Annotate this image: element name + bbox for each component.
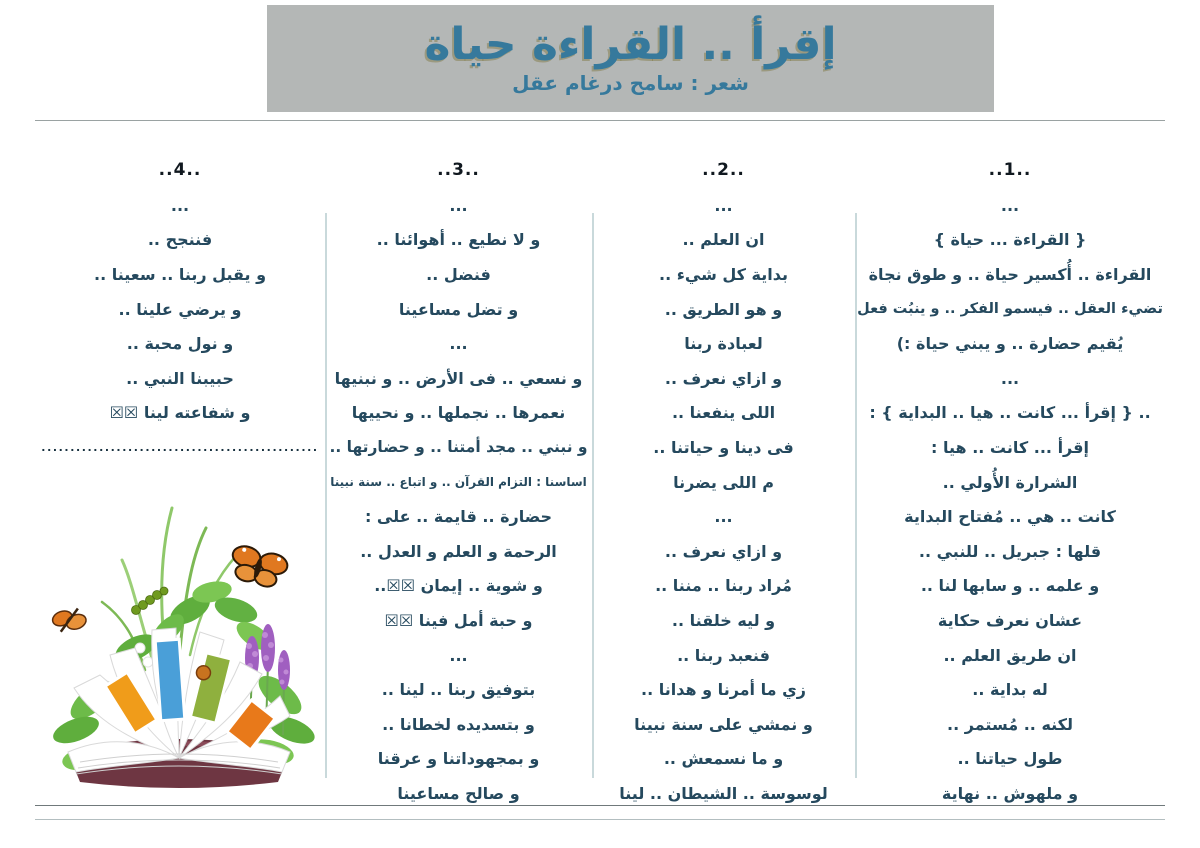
poem-line: عشان نعرف حكاية [937, 610, 1083, 630]
poem-line: لكنه .. مُستمر .. [947, 714, 1073, 734]
poem-line: و شوية .. إيمان ☒☒.. [374, 576, 543, 596]
poem-line: له بداية .. [972, 680, 1048, 700]
poem-line: بتوفيق ربنا .. لينا .. [381, 680, 536, 700]
poem-line: القراءة .. أُكسير حياة .. و طوق نجاة [868, 264, 1152, 284]
poem-line: يُقيم حضارة .. و يبني حياة :) [896, 334, 1124, 354]
poem-line: و تضل مساعينا [398, 299, 519, 319]
poem-column-1 [855, 152, 1165, 822]
poem-line: و نبني .. مجد أمتنا .. و حضارتها .. [329, 438, 588, 457]
column-number: ..1.. [988, 160, 1032, 180]
page-title: إقرأ .. القراءة حياة [424, 18, 837, 70]
poem-line: و لا نطيع .. أهوائنا .. [376, 230, 541, 250]
poem-line: .. { إقرأ ... كانت .. هيا .. البداية } : [869, 403, 1151, 423]
poem-line: ... [714, 195, 733, 215]
column-number: ..4.. [158, 160, 202, 180]
poem-line: { القراءة ... حياة } [933, 230, 1087, 250]
poem-column-3 [325, 152, 592, 822]
poem-line: زي ما أمرنا و هدانا .. [641, 680, 806, 700]
header-rule [35, 120, 1165, 121]
poem-line: اساسنا : التزام القرآن .. و اتباع .. سنة نبينا [330, 475, 587, 490]
poem-line: حبيبنا النبي .. [126, 368, 234, 388]
poem-line: ... [1000, 368, 1020, 388]
poem-line: ... [170, 195, 190, 215]
book-illustration-svg [40, 490, 318, 798]
poet-credit: شعر : سامح درغام عقل [512, 70, 749, 95]
column-divider [855, 213, 857, 778]
poem-line: ... [449, 645, 468, 665]
poem-line: ... [449, 195, 468, 215]
footer-rule-dark [35, 805, 1165, 806]
dotted-separator: ................................................ [41, 440, 319, 454]
poem-line: قلها : جبريل .. للنبي .. [918, 541, 1102, 561]
poem-line: الشرارة الأُولي .. [942, 472, 1078, 492]
poem-line: و نول محبة .. [126, 334, 234, 354]
poem-line: و شفاعته لينا ☒☒ [109, 403, 251, 423]
butterfly-icon [51, 604, 89, 636]
poem-line: و ليه خلقنا .. [671, 610, 776, 630]
poem-line: لعبادة ربنا [684, 334, 763, 354]
poem-line: و علمه .. و سابها لنا .. [920, 576, 1100, 596]
poem-line: كانت .. هي .. مُفتاح البداية [904, 507, 1116, 527]
poem-line: فنضل .. [426, 264, 491, 284]
poem-line: ان طريق العلم .. [943, 645, 1077, 665]
poem-line: إقرأ ... كانت .. هيا : [931, 437, 1089, 457]
poem-line: و ازاي نعرف .. [664, 368, 783, 388]
column-number: ..3.. [437, 160, 480, 180]
poem-line: الرحمة و العلم و العدل .. [360, 541, 557, 561]
poem-line: حضارة .. قايمة .. على : [364, 507, 553, 527]
poem-line: و يرضي علينا .. [118, 299, 242, 319]
poem-column-2 [592, 152, 855, 822]
column-number: ..2.. [702, 160, 745, 180]
poem-line: و نمشي على سنة نبينا [634, 714, 813, 734]
poem-line: و ازاي نعرف .. [664, 541, 783, 561]
poem-line: ... [714, 507, 733, 527]
poem-line: و هو الطريق .. [664, 299, 783, 319]
poem-line: بداية كل شيء .. [659, 264, 788, 284]
poem-line: تضيء العقل .. فيسمو الفكر .. و ينبُت فعل [857, 301, 1163, 318]
poem-line: و ما نسمعش .. [663, 749, 784, 769]
column-divider [592, 213, 594, 778]
poem-line: نعمرها .. نجملها .. و نحييها [351, 403, 566, 423]
poem-line: ان العلم .. [682, 230, 765, 250]
poem-line: م اللى يضرنا [673, 472, 774, 492]
poem-line: و نسعي .. فى الأرض .. و نبنيها [334, 368, 583, 388]
poem-line: ... [449, 334, 468, 354]
poem-line: مُراد ربنا .. مننا .. [655, 576, 792, 596]
poem-line: فنعبد ربنا .. [677, 645, 770, 665]
poem-line: ... [1000, 195, 1020, 215]
column-divider [325, 213, 327, 778]
poem-line: و ملهوش .. نهاية [941, 783, 1079, 803]
poem-line: فننجح .. [147, 230, 213, 250]
poem-line: و حبة أمل فينا ☒☒ [384, 610, 533, 630]
poem-line: طول حياتنا .. [957, 749, 1063, 769]
butterfly-icon [227, 543, 290, 590]
poem-line: اللى ينفعنا .. [671, 403, 776, 423]
poem-line: و بمجهوداتنا و عرقنا [377, 749, 540, 769]
poem-line: لوسوسة .. الشيطان .. لينا [619, 783, 828, 803]
header-banner [267, 5, 994, 112]
poem-line: و صالح مساعينا [397, 783, 520, 803]
poem-line: فى دينا و حياتنا .. [653, 437, 794, 457]
footer-rule-light [35, 819, 1165, 820]
book-illustration [40, 490, 318, 798]
poem-line: و يقبل ربنا .. سعينا .. [93, 264, 267, 284]
poem-line: و بتسديده لخطانا .. [382, 714, 535, 734]
